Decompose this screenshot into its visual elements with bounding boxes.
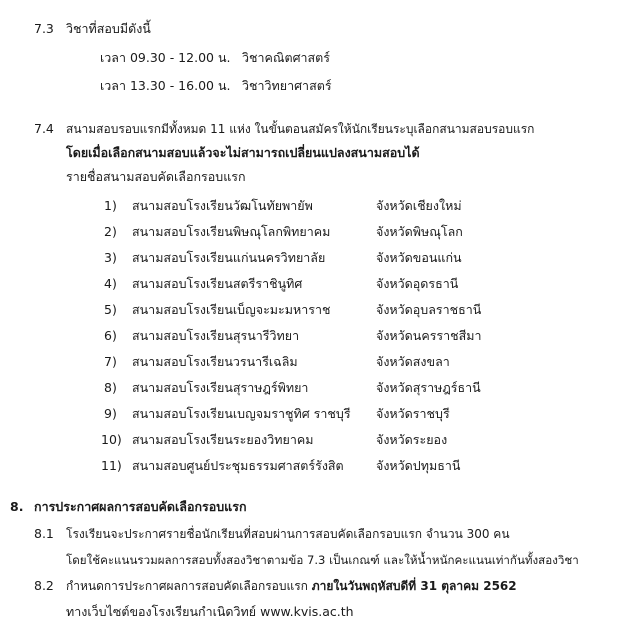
venue-no-10: 10) [101, 432, 122, 447]
exam-subject-2: วิชาวิทยาศาสตร์ [242, 78, 332, 93]
venue-name-6: สนามสอบโรงเรียนสุรนารีวิทยา [132, 328, 300, 343]
venue-no-11: 11) [101, 458, 122, 473]
venue-no-9: 9) [104, 406, 117, 421]
venue-name-9: สนามสอบโรงเรียนเบญจมราชูทิศ ราชบุรี [132, 406, 351, 421]
section-8-2-line-1 [66, 577, 517, 595]
venue-name-2: สนามสอบโรงเรียนพิษณุโลกพิทยาคม [132, 224, 331, 239]
venue-province-2: จังหวัดพิษณุโลก [376, 224, 463, 239]
venue-name-4: สนามสอบโรงเรียนสตรีราชินูทิศ [132, 276, 303, 291]
venue-name-8: สนามสอบโรงเรียนสุราษฎร์พิทยา [132, 380, 309, 395]
section-8-1-line-1: โรงเรียนจะประกาศรายชื่อนักเรียนที่สอบผ่านการสอบคัดเลือกรอบแรก จำนวน 300 คน [66, 527, 510, 541]
venue-name-11: สนามสอบศูนย์ประชุมธรรมศาสตร์รังสิต [132, 458, 344, 473]
section-8-1-number: 8.1 [34, 526, 54, 541]
section-8-number: 8. [10, 499, 24, 514]
venue-name-5: สนามสอบโรงเรียนเบ็ญจะมะมหาราช [132, 302, 331, 317]
venue-name-3: สนามสอบโรงเรียนแก่นนครวิทยาลัย [132, 250, 326, 265]
exam-time-2: เวลา 13.30 - 16.00 น. [100, 78, 231, 93]
venue-province-4: จังหวัดอุดรธานี [376, 276, 459, 291]
exam-time-1: เวลา 09.30 - 12.00 น. [100, 50, 231, 65]
section-7-4-number: 7.4 [34, 121, 54, 136]
section-8-1-line-2: โดยใช้คะแนนรวมผลการสอบทั้งสองวิชาตามข้อ 7.3 เป็นเกณฑ์ และให้น้ำหนักคะแนนเท่ากันทั้งสองวิชา [66, 553, 579, 567]
venue-province-7: จังหวัดสงขลา [376, 354, 450, 369]
venue-province-1: จังหวัดเชียงใหม่ [376, 198, 462, 213]
section-7-4-line-2: โดยเมื่อเลือกสนามสอบแล้วจะไม่สามารถเปลี่ยนแปลงสนามสอบได้ [66, 145, 420, 160]
venue-no-5: 5) [104, 302, 117, 317]
section-8-title: การประกาศผลการสอบคัดเลือกรอบแรก [34, 499, 247, 514]
venue-province-3: จังหวัดขอนแก่น [376, 250, 462, 265]
venue-no-3: 3) [104, 250, 117, 265]
section-8-2-line-1-text: กำหนดการประกาศผลการสอบคัดเลือกรอบแรก [66, 579, 312, 593]
exam-subject-1: วิชาคณิตศาสตร์ [242, 50, 331, 65]
section-8-2-number: 8.2 [34, 578, 54, 593]
venue-province-8: จังหวัดสุราษฎร์ธานี [376, 380, 481, 395]
venue-name-1: สนามสอบโรงเรียนวัฒโนทัยพายัพ [132, 198, 313, 213]
section-8-2-line-2: ทางเว็บไซต์ของโรงเรียนกำเนิดวิทย์ www.kvis.ac.th [66, 604, 354, 619]
venue-no-2: 2) [104, 224, 117, 239]
venue-province-9: จังหวัดราชบุรี [376, 406, 450, 421]
announcement-date: ภายในวันพฤหัสบดีที่ 31 ตุลาคม 2562 [311, 579, 517, 593]
venue-name-7: สนามสอบโรงเรียนวรนารีเฉลิม [132, 354, 298, 369]
venue-province-6: จังหวัดนครราชสีมา [376, 328, 482, 343]
venue-no-1: 1) [104, 198, 117, 213]
section-7-3-number: 7.3 [34, 21, 54, 36]
venue-no-7: 7) [104, 354, 117, 369]
venue-no-8: 8) [104, 380, 117, 395]
venue-list-heading: รายชื่อสนามสอบคัดเลือกรอบแรก [66, 169, 246, 184]
venue-no-4: 4) [104, 276, 117, 291]
section-7-3-title: วิชาที่สอบมีดังนี้ [66, 21, 151, 36]
venue-province-11: จังหวัดปทุมธานี [376, 458, 461, 473]
venue-province-10: จังหวัดระยอง [376, 432, 448, 447]
venue-province-5: จังหวัดอุบลราชธานี [376, 302, 482, 317]
venue-no-6: 6) [104, 328, 117, 343]
venue-name-10: สนามสอบโรงเรียนระยองวิทยาคม [132, 432, 314, 447]
section-7-4-line-1: สนามสอบรอบแรกมีทั้งหมด 11 แห่ง ในขั้นตอนสมัครให้นักเรียนระบุเลือกสนามสอบรอบแรก [66, 122, 535, 136]
